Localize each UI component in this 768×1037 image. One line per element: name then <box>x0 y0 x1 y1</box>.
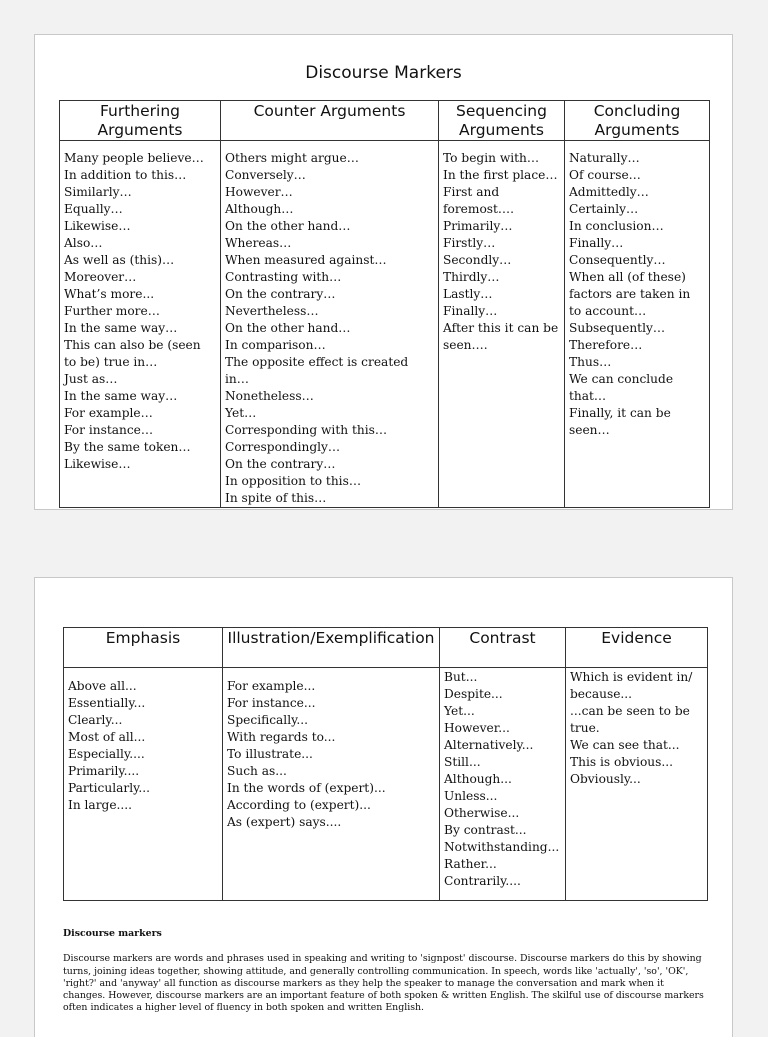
marker-item: For example... <box>227 679 316 693</box>
marker-item: By the same token… <box>64 440 191 454</box>
column-heading-illustration: Illustration/Exemplification <box>223 628 440 668</box>
marker-item: Specifically... <box>227 713 308 727</box>
marker-item: In the same way… <box>64 321 178 335</box>
marker-item: In spite of this… <box>225 491 327 505</box>
marker-item: Corresponding with this… <box>225 423 388 437</box>
marker-item: On the other hand… <box>225 321 351 335</box>
marker-item: On the contrary… <box>225 287 336 301</box>
marker-item: First and foremost…. <box>443 185 514 216</box>
discourse-markers-note <box>63 928 705 1015</box>
marker-item: Such as... <box>227 764 287 778</box>
marker-item: Contrarily.... <box>444 874 521 888</box>
column-heading-sequencing: Sequencing Arguments <box>439 101 565 141</box>
marker-item: But... <box>444 670 478 684</box>
marker-item: Yet… <box>225 406 257 420</box>
marker-item: Especially.... <box>68 747 145 761</box>
marker-item: Consequently… <box>569 253 666 267</box>
discourse-markers-table-2 <box>63 627 708 901</box>
marker-item: Nonetheless… <box>225 389 314 403</box>
marker-item: On the contrary… <box>225 457 336 471</box>
marker-item: Similarly… <box>64 185 132 199</box>
marker-item: Which is evident in/ because... <box>570 670 693 701</box>
marker-item: Many people believe… <box>64 151 204 165</box>
column-heading-emphasis: Emphasis <box>64 628 223 668</box>
marker-item: Most of all... <box>68 730 146 744</box>
marker-item: However… <box>225 185 293 199</box>
marker-item: Finally, it can be seen… <box>569 406 671 437</box>
marker-item: For instance… <box>64 423 154 437</box>
marker-item: In comparison… <box>225 338 326 352</box>
marker-item: Conversely… <box>225 168 306 182</box>
marker-item: Finally… <box>569 236 624 250</box>
marker-item: Likewise… <box>64 219 131 233</box>
marker-item: In addition to this… <box>64 168 187 182</box>
page-title: Discourse Markers <box>305 63 462 83</box>
marker-item: The opposite effect is created in… <box>225 355 409 386</box>
marker-item: Equally… <box>64 202 123 216</box>
note-heading: Discourse markers <box>63 928 162 939</box>
marker-item: Just as… <box>64 372 118 386</box>
marker-item: Although... <box>444 772 512 786</box>
marker-item: Essentially... <box>68 696 146 710</box>
marker-item: Despite... <box>444 687 503 701</box>
note-body: Discourse markers are words and phrases used in speaking and writing to 'signpost' discourse. Discourse markers do this by showing turns, joining ideas together, showing attitude, and generally controlling communication. In speech, words like 'actually', 'so', 'OK', 'right?' and 'anyway' all function as discourse markers as they help the speaker to manage the conversation and mark when it changes. However, discourse markers are an important feature of both spoken & written English. The skilful use of discourse markers often indicates a higher level of fluency in both spoken and written English. <box>63 953 704 1014</box>
discourse-markers-table <box>59 100 710 508</box>
marker-item: Lastly… <box>443 287 493 301</box>
counter-list <box>221 141 439 508</box>
marker-item: Although… <box>225 202 294 216</box>
marker-item: Subsequently… <box>569 321 666 335</box>
marker-item: Thirdly… <box>443 270 500 284</box>
marker-item: To begin with… <box>443 151 540 165</box>
furthering-list <box>60 141 221 508</box>
marker-item: With regards to... <box>227 730 336 744</box>
marker-item: Correspondingly… <box>225 440 341 454</box>
illustration-list <box>223 668 440 901</box>
marker-item: In conclusion… <box>569 219 664 233</box>
marker-item: In the words of (expert)... <box>227 781 386 795</box>
marker-item: ...can be seen to be true. <box>570 704 690 735</box>
marker-item: According to (expert)... <box>227 798 371 812</box>
marker-item: Primarily.... <box>68 764 140 778</box>
column-heading-counter: Counter Arguments <box>221 101 439 141</box>
contrast-list <box>440 668 566 901</box>
sequencing-list <box>439 141 565 508</box>
marker-item: Alternatively... <box>444 738 534 752</box>
marker-item: Notwithstanding... <box>444 840 560 854</box>
marker-item: Others might argue… <box>225 151 359 165</box>
marker-item: Naturally… <box>569 151 640 165</box>
marker-item: Particularly... <box>68 781 150 795</box>
marker-item: Otherwise... <box>444 806 520 820</box>
marker-item: In the same way… <box>64 389 178 403</box>
marker-item: Finally… <box>443 304 498 318</box>
marker-item: This can also be (seen to be) true in… <box>64 338 201 369</box>
marker-item: Rather... <box>444 857 497 871</box>
marker-item: After this it can be seen…. <box>443 321 559 352</box>
marker-item: Firstly… <box>443 236 496 250</box>
marker-item: For example… <box>64 406 153 420</box>
marker-item: Clearly... <box>68 713 123 727</box>
column-heading-concluding: Concluding Arguments <box>565 101 710 141</box>
marker-item: By contrast... <box>444 823 527 837</box>
marker-item: Primarily… <box>443 219 513 233</box>
marker-item: We can conclude that… <box>569 372 674 403</box>
marker-item: Contrasting with… <box>225 270 342 284</box>
marker-item: Further more… <box>64 304 160 318</box>
column-heading-furthering: Furthering Arguments <box>60 101 221 141</box>
marker-item: This is obvious... <box>570 755 674 769</box>
document-page-2 <box>34 577 733 1037</box>
emphasis-list <box>64 668 223 901</box>
marker-item: Likewise… <box>64 457 131 471</box>
marker-item: Still... <box>444 755 481 769</box>
marker-item: On the other hand… <box>225 219 351 233</box>
column-heading-evidence: Evidence <box>566 628 708 668</box>
marker-item: Certainly… <box>569 202 639 216</box>
marker-item: As well as (this)… <box>64 253 175 267</box>
marker-item: However... <box>444 721 510 735</box>
marker-item: Whereas… <box>225 236 292 250</box>
marker-item: In large.... <box>68 798 133 812</box>
marker-item: Secondly… <box>443 253 512 267</box>
marker-item: Also… <box>64 236 103 250</box>
marker-item: As (expert) says.... <box>227 815 342 829</box>
marker-item: Therefore… <box>569 338 643 352</box>
marker-item: When measured against… <box>225 253 387 267</box>
marker-item: For instance... <box>227 696 316 710</box>
document-page-1 <box>34 34 733 510</box>
marker-item: Yet... <box>444 704 475 718</box>
marker-item: Admittedly… <box>569 185 649 199</box>
concluding-list <box>565 141 710 508</box>
marker-item: When all (of these) factors are taken in to account… <box>569 270 691 318</box>
marker-item: To illustrate... <box>227 747 313 761</box>
marker-item: What’s more... <box>64 287 155 301</box>
marker-item: We can see that... <box>570 738 680 752</box>
marker-item: Obviously... <box>570 772 641 786</box>
marker-item: Moreover… <box>64 270 137 284</box>
marker-item: Unless... <box>444 789 498 803</box>
marker-item: Above all... <box>68 679 137 693</box>
column-heading-contrast: Contrast <box>440 628 566 668</box>
marker-item: Of course… <box>569 168 641 182</box>
marker-item: Nevertheless… <box>225 304 319 318</box>
marker-item: In opposition to this… <box>225 474 362 488</box>
marker-item: In the first place… <box>443 168 558 182</box>
marker-item: Thus… <box>569 355 612 369</box>
evidence-list <box>566 668 708 901</box>
